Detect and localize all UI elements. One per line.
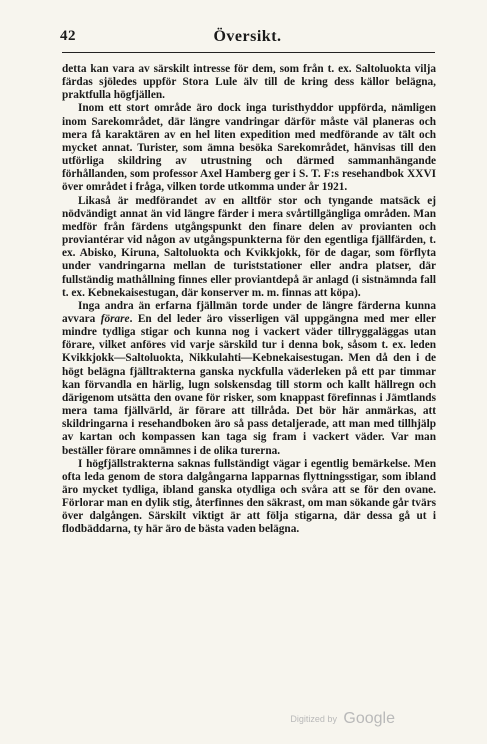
paragraph bbox=[62, 300, 436, 458]
paragraph: Inom ett stort område äro dock inga turisthyddor uppförda, nämligen inom Sarekområdet, där längre vandringar därför måste väl planeras och mera få karaktären av en hel liten expedition med medförande av tält och mycket annat. Turister, som ämna besöka Sarekområdet, hänvisas till den utförliga skildring av utrustning och därmed sammanhängande förhållanden, som professor Axel Hamberg ger i S. T. F:s resehandbok XXVI över området i fråga, vilken torde utkomma under år 1921. bbox=[62, 102, 436, 194]
body-text bbox=[62, 63, 436, 537]
paragraph-text: Inga andra än erfarna fjällmän torde under de längre färderna kunna avvara bbox=[62, 299, 436, 325]
page-number: 42 bbox=[60, 28, 76, 44]
page-header bbox=[60, 28, 435, 52]
paragraph: Likaså är medförandet av en alltför stor och tyngande matsäck ej nödvändigt annat än vid längre färder i mera svårtillgängliga områden. Man medför från färdens utgångspunkt den finare delen av provianten och proviantérar vid någon av utgångspunkterna för den egentliga fjällfärden, t. ex. Abisko, Kiruna, Saltoluokta och Kvikkjokk, för de dagar, som förflyta under vandringarna mellan de turiststationer eller andra platser, där fullständig mathållning finnes eller proviantdepå är anlagd (i sistnämnda fall t. ex. Kebnekaisestugan, där konserver m. m. finnas att köpa). bbox=[62, 194, 436, 299]
paragraph: I högfjällstrakterna saknas fullständigt vägar i egentlig bemärkelse. Men ofta leda genom de stora dalgångarna lapparnas flyttningsstigar, som ibland äro mycket tydliga, ibland ganska otydliga och svåra att se för den ovane. Förlorar man en dylik stig, återfinnes den säkrast, om man sökande går tvärs över dalgången. Särskilt viktigt är att följa stigarna, där dessa gå ut i flodbäddarna, ty här äro de bästa vaden belägna. bbox=[62, 457, 436, 536]
watermark-prefix: Digitized by bbox=[290, 713, 337, 724]
emphasized-word: förare bbox=[100, 312, 130, 325]
paragraph-text: . En del leder äro visserligen väl uppgängna med mer eller mindre tydliga stigar och kunna nog i vackert väder tillryggaläggas utan förare, vilket anföres vid varje särskild tur i denna bok, såsom t. ex. leden Kvikkjokk—Saltoluokta, Nikkulahti—Kebnekaisestugan. Men då den i de högt belägna fjälltrakterna ganska nyckfulla väderleken på ett par timmar kan förvandla en härlig, lugn solskensdag till storm och kallt hällregn och därigenom utsätta den ovane för risker, som knappast förefinnas i Jämtlands mera tama fjällvärld, är förare att tillråda. Det bör här anmärkas, att skildringarna i resehandboken äro så pass detaljerade, att man med tillhjälp av kartan och kompassen kan taga sig fram i vackert väder. Var man beställer förare omnämnes i de olika turerna. bbox=[62, 312, 436, 457]
watermark-brand: Google bbox=[343, 709, 395, 727]
digitized-watermark bbox=[290, 710, 395, 728]
running-head: Översikt. bbox=[213, 28, 282, 45]
paragraph: detta kan vara av särskilt intresse för dem, som från t. ex. Saltoluokta vilja färdas sjöledes uppför Stora Lule älv till de kring dess källor belägna, praktfulla högfjällen. bbox=[62, 63, 436, 102]
header-rule bbox=[62, 52, 435, 53]
